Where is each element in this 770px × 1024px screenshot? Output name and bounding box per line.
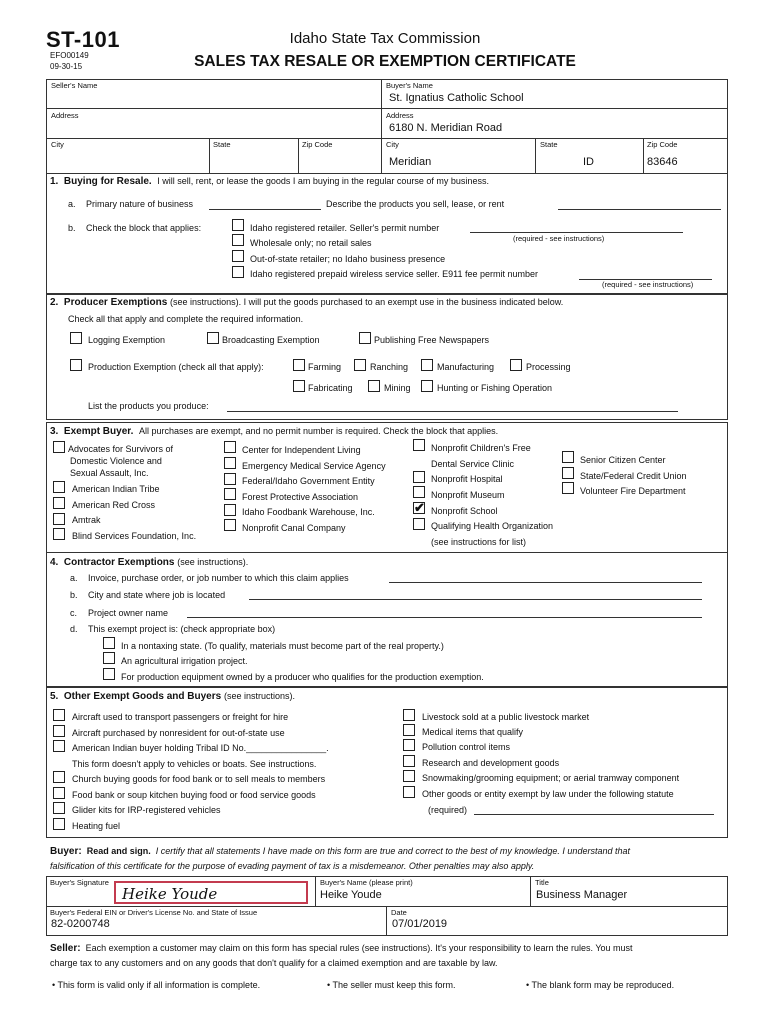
aircraft-hire-checkbox[interactable]: [53, 709, 65, 721]
nonprofit-hospital-checkbox[interactable]: [413, 471, 425, 483]
section2-line2: Check all that apply and complete the required information.: [68, 314, 304, 324]
section5-note: (see instructions).: [223, 691, 295, 701]
project-owner-input[interactable]: [187, 617, 702, 618]
cert-text-2: falsification of this certificate for the purpose of evading payment of tax is a misdemeanor. Other penalties may also apply.: [50, 861, 535, 871]
section5-num: 5.: [50, 691, 59, 702]
section4-c-label: c.: [70, 608, 78, 618]
nonprofit-school-label: Nonprofit School: [431, 506, 498, 516]
section4-note: (see instructions).: [177, 557, 249, 567]
blind-services-label: Blind Services Foundation, Inc.: [72, 531, 197, 541]
senior-citizen-label: Senior Citizen Center: [580, 455, 666, 465]
read-and-sign: Read and sign.: [86, 846, 151, 856]
buyer-address-label: Address: [386, 111, 414, 120]
production-label: Production Exemption (check all that apply):: [88, 362, 264, 372]
livestock-label: Livestock sold at a public livestock market: [422, 712, 590, 722]
checkmark-icon: ✔: [414, 500, 425, 515]
heating-fuel-checkbox[interactable]: [53, 818, 65, 830]
processing-label: Processing: [526, 362, 571, 372]
job-number-input[interactable]: [389, 582, 702, 583]
section1-heading: [50, 176, 489, 187]
government-entity-checkbox[interactable]: [224, 473, 236, 485]
section4-heading: [50, 557, 248, 568]
section4-b-text: City and state where job is located: [88, 590, 226, 600]
party-info-grid: [46, 79, 728, 174]
section3-num: 3.: [50, 426, 59, 437]
seller-permit-input[interactable]: [470, 232, 683, 233]
farming-label: Farming: [308, 362, 342, 372]
seller-note-text1: Each exemption a customer may claim on this form has special rules (see instructions). It's your responsibility to learn the rules. You must: [85, 943, 633, 953]
buyer-name-label: Buyer's Name: [386, 81, 433, 90]
mining-label: Mining: [384, 383, 411, 393]
section3-intro: All purchases are exempt, and no permit number is required. Check the block that applies.: [138, 426, 499, 436]
fire-department-checkbox[interactable]: [562, 482, 574, 494]
tribal-id-label: American Indian buyer holding Tribal ID No.________________.: [72, 743, 329, 753]
footer-bullet-3: [526, 980, 674, 990]
credit-union-checkbox[interactable]: [562, 467, 574, 479]
signature-field[interactable]: Heike Youde: [114, 881, 308, 904]
broadcasting-checkbox[interactable]: [207, 332, 219, 344]
ems-agency-label: Emergency Medical Service Agency: [242, 461, 386, 471]
form-date: 09-30-15: [50, 62, 83, 71]
grid-divider: [381, 79, 382, 174]
snowmaking-checkbox[interactable]: [403, 770, 415, 782]
buyer-address-field[interactable]: 6180 N. Meridian Road: [389, 122, 503, 134]
research-checkbox[interactable]: [403, 755, 415, 767]
medical-items-checkbox[interactable]: [403, 724, 415, 736]
footer-text-2: The seller must keep this form.: [332, 980, 456, 990]
medical-items-label: Medical items that qualify: [422, 727, 524, 737]
snowmaking-label: Snowmaking/grooming equipment; or aerial tramway component: [422, 773, 680, 783]
buyer-city-field[interactable]: Meridian: [389, 156, 432, 168]
section3-heading: [50, 426, 498, 437]
title-label: Title: [535, 878, 549, 887]
seller-address-label: Address: [51, 111, 79, 120]
bullet-icon: •: [52, 980, 56, 990]
seller-heading: Seller:: [50, 943, 81, 954]
products-sold-input[interactable]: [558, 209, 721, 210]
aircraft-nonresident-label: Aircraft purchased by nonresident for out-of-state use: [72, 728, 285, 738]
section3-title: Exempt Buyer.: [63, 426, 134, 437]
irrigation-label: An agricultural irrigation project.: [121, 656, 248, 666]
nontaxing-state-label: In a nontaxing state. (To qualify, materials must become part of the real property.): [121, 641, 444, 651]
footer-bullet-2: [327, 980, 456, 990]
statute-input[interactable]: [474, 814, 714, 815]
amtrak-checkbox[interactable]: [53, 513, 65, 525]
signature-label: Buyer's Signature: [50, 878, 109, 887]
glider-kits-label: Glider kits for IRP-registered vehicles: [72, 805, 221, 815]
heating-fuel-label: Heating fuel: [72, 821, 121, 831]
publishing-label: Publishing Free Newspapers: [374, 335, 490, 345]
section4-b-label: b.: [70, 590, 78, 600]
dental-clinic-checkbox[interactable]: [413, 439, 425, 451]
livestock-checkbox[interactable]: [403, 709, 415, 721]
section5-heading: [50, 691, 295, 702]
nonprofit-museum-checkbox[interactable]: [413, 486, 425, 498]
seller-note-line1: [50, 943, 633, 954]
advocates-checkbox[interactable]: [53, 441, 65, 453]
processing-checkbox[interactable]: [510, 359, 522, 371]
section4-a-text: Invoice, purchase order, or job number to which this claim applies: [88, 573, 349, 583]
church-foodbank-label: Church buying goods for food bank or to sell meals to members: [72, 774, 326, 784]
soup-kitchen-label: Food bank or soup kitchen buying food or food service goods: [72, 790, 316, 800]
print-name-label: Buyer's Name (please print): [320, 878, 413, 887]
grid-row-line: [46, 108, 728, 109]
title-field[interactable]: Business Manager: [536, 889, 628, 901]
section5-title: Other Exempt Goods and Buyers: [63, 691, 222, 702]
section1-num: 1.: [50, 176, 59, 187]
foodbank-warehouse-checkbox[interactable]: [224, 504, 236, 516]
seller-note-text2: charge tax to any customers and on any goods that don't qualify for a claimed exemption and are taxable by law.: [50, 958, 498, 968]
grid-col-line: [209, 138, 210, 174]
buyer-name-field[interactable]: St. Ignatius Catholic School: [389, 92, 524, 104]
section2-note: (see instructions). I will put the goods purchased to an exempt use in the business indicated below.: [170, 297, 564, 307]
section1-a-label: a.: [68, 199, 76, 209]
section1-a-text2: Describe the products you sell, lease, or rent: [326, 199, 505, 209]
agency-name: Idaho State Tax Commission: [289, 30, 481, 47]
foodbank-warehouse-label: Idaho Foodbank Warehouse, Inc.: [242, 507, 375, 517]
section1-title: Buying for Resale.: [63, 176, 152, 187]
health-organization-checkbox[interactable]: [413, 518, 425, 530]
seller-zip-label: Zip Code: [302, 140, 333, 149]
signature-grid-col: [315, 876, 316, 906]
tribal-id-checkbox[interactable]: [53, 740, 65, 752]
footer-text-1: This form is valid only if all information is complete.: [57, 980, 261, 990]
wholesale-label: Wholesale only; no retail sales: [250, 238, 372, 248]
aircraft-hire-label: Aircraft used to transport passengers or freight for hire: [72, 712, 289, 722]
publishing-checkbox[interactable]: [359, 332, 371, 344]
red-cross-checkbox[interactable]: [53, 497, 65, 509]
primary-business-input[interactable]: [209, 209, 321, 210]
date-field[interactable]: 07/01/2019: [392, 918, 448, 930]
aircraft-nonresident-checkbox[interactable]: [53, 725, 65, 737]
date-label: Date: [391, 908, 407, 917]
advocates-label-3: Sexual Assault, Inc.: [70, 468, 149, 478]
section1-intro: I will sell, rent, or lease the goods I am buying in the regular course of my business.: [157, 176, 489, 186]
signature-grid-col: [530, 876, 531, 906]
independent-living-checkbox[interactable]: [224, 441, 236, 453]
health-organization-note: (see instructions for list): [431, 537, 527, 547]
grid-row-line: [46, 138, 728, 139]
other-goods-checkbox[interactable]: [403, 786, 415, 798]
logging-label: Logging Exemption: [88, 335, 166, 345]
section1-a-text: Primary nature of business: [86, 199, 194, 209]
irrigation-checkbox[interactable]: [103, 652, 115, 664]
nontaxing-state-checkbox[interactable]: [103, 637, 115, 649]
red-cross-label: American Red Cross: [72, 500, 156, 510]
logging-checkbox[interactable]: [70, 332, 82, 344]
forest-protective-checkbox[interactable]: [224, 488, 236, 500]
idaho-retailer-label: Idaho registered retailer. Seller's permit number: [250, 223, 440, 233]
manufacturing-checkbox[interactable]: [421, 359, 433, 371]
out-of-state-label: Out-of-state retailer; no Idaho business presence: [250, 254, 446, 264]
grid-col-line: [535, 138, 536, 174]
form-number: ST-101: [46, 27, 120, 52]
prepaid-wireless-label: Idaho registered prepaid wireless service seller. E911 fee permit number: [250, 269, 538, 279]
section4-title: Contractor Exemptions: [63, 557, 175, 568]
dental-clinic-label-1: Nonprofit Children's Free: [431, 443, 531, 453]
products-produced-input[interactable]: [227, 411, 678, 412]
seller-state-label: State: [213, 140, 231, 149]
seller-name-label: Seller's Name: [51, 81, 98, 90]
pollution-control-checkbox[interactable]: [403, 739, 415, 751]
buyer-city-label: City: [386, 140, 399, 149]
glider-kits-checkbox[interactable]: [53, 802, 65, 814]
signature-grid-row: [46, 906, 728, 907]
buyer-zip-field[interactable]: 83646: [647, 156, 678, 168]
fabricating-label: Fabricating: [308, 383, 353, 393]
section2-title: Producer Exemptions: [63, 297, 168, 308]
seller-city-label: City: [51, 140, 64, 149]
form-code: EFO00149: [50, 51, 89, 60]
section4-d-text: This exempt project is: (check appropriate box): [88, 624, 276, 634]
production-equipment-checkbox[interactable]: [103, 668, 115, 680]
section4-c-text: Project owner name: [88, 608, 169, 618]
research-label: Research and development goods: [422, 758, 560, 768]
vehicles-note: This form doesn't apply to vehicles or boats. See instructions.: [72, 759, 317, 769]
american-indian-tribe-checkbox[interactable]: [53, 481, 65, 493]
advocates-label-1: Advocates for Survivors of: [68, 444, 174, 454]
buyer-zip-label: Zip Code: [647, 140, 678, 149]
senior-citizen-checkbox[interactable]: [562, 451, 574, 463]
dental-clinic-label-2: Dental Service Clinic: [431, 459, 515, 469]
section4-a-label: a.: [70, 573, 78, 583]
section2-heading: [50, 297, 563, 308]
required-note-2: (required - see instructions): [602, 280, 694, 289]
wholesale-checkbox[interactable]: [232, 234, 244, 246]
section2-num: 2.: [50, 297, 59, 308]
government-entity-label: Federal/Idaho Government Entity: [242, 476, 375, 486]
american-indian-tribe-label: American Indian Tribe: [72, 484, 160, 494]
forest-protective-label: Forest Protective Association: [242, 492, 359, 502]
farming-checkbox[interactable]: [293, 359, 305, 371]
prepaid-wireless-checkbox[interactable]: [232, 266, 244, 278]
buyer-cert-line1: [50, 846, 630, 857]
out-of-state-checkbox[interactable]: [232, 250, 244, 262]
hunting-label: Hunting or Fishing Operation: [437, 383, 553, 393]
hunting-checkbox[interactable]: [421, 380, 433, 392]
grid-col-line: [643, 138, 644, 174]
church-foodbank-checkbox[interactable]: [53, 771, 65, 783]
ranching-checkbox[interactable]: [354, 359, 366, 371]
bullet-icon: •: [327, 980, 331, 990]
health-organization-label: Qualifying Health Organization: [431, 521, 554, 531]
section4-d-label: d.: [70, 624, 78, 634]
statute-required-note: (required): [428, 805, 468, 815]
cert-text-1: I certify that all statements I have made on this form are true and correct to the best of my knowledge. I understand that: [155, 846, 630, 856]
section1-b-text: Check the block that applies:: [86, 223, 202, 233]
grid-col-line: [298, 138, 299, 174]
buyer-state-field[interactable]: ID: [583, 156, 594, 168]
broadcasting-label: Broadcasting Exemption: [222, 335, 320, 345]
credit-union-label: State/Federal Credit Union: [580, 471, 687, 481]
footer-text-3: The blank form may be reproduced.: [531, 980, 675, 990]
ein-label: Buyer's Federal EIN or Driver's License No. and State of Issue: [50, 908, 258, 917]
section1-b-label: b.: [68, 223, 76, 233]
job-location-input[interactable]: [249, 599, 702, 600]
bullet-icon: •: [526, 980, 530, 990]
required-note: (required - see instructions): [513, 234, 605, 243]
production-equipment-label: For production equipment owned by a producer who qualifies for the production exemption.: [121, 672, 484, 682]
mining-checkbox[interactable]: [368, 380, 380, 392]
independent-living-label: Center for Independent Living: [242, 445, 361, 455]
canal-company-checkbox[interactable]: [224, 519, 236, 531]
footer-bullet-1: [52, 980, 260, 990]
production-checkbox[interactable]: [70, 359, 82, 371]
buyer-heading: Buyer:: [50, 846, 82, 857]
soup-kitchen-checkbox[interactable]: [53, 787, 65, 799]
advocates-label-2: Domestic Violence and: [70, 456, 162, 466]
form-title: SALES TAX RESALE OR EXEMPTION CERTIFICATE: [194, 53, 576, 70]
blind-services-checkbox[interactable]: [53, 528, 65, 540]
list-products-label: List the products you produce:: [88, 401, 209, 411]
pollution-control-label: Pollution control items: [422, 742, 511, 752]
idaho-retailer-checkbox[interactable]: [232, 219, 244, 231]
canal-company-label: Nonprofit Canal Company: [242, 523, 346, 533]
fire-department-label: Volunteer Fire Department: [580, 486, 686, 496]
nonprofit-school-checkbox[interactable]: [413, 502, 425, 514]
section4-num: 4.: [50, 557, 59, 568]
amtrak-label: Amtrak: [72, 515, 101, 525]
ems-agency-checkbox[interactable]: [224, 457, 236, 469]
ein-field[interactable]: 82-0200748: [51, 918, 110, 930]
ranching-label: Ranching: [370, 362, 409, 372]
other-goods-label: Other goods or entity exempt by law under the following statute: [422, 789, 674, 799]
print-name-field[interactable]: Heike Youde: [320, 889, 382, 901]
manufacturing-label: Manufacturing: [437, 362, 495, 372]
buyer-state-label: State: [540, 140, 558, 149]
signature-grid-col: [386, 906, 387, 936]
fabricating-checkbox[interactable]: [293, 380, 305, 392]
nonprofit-museum-label: Nonprofit Museum: [431, 490, 505, 500]
nonprofit-hospital-label: Nonprofit Hospital: [431, 474, 503, 484]
